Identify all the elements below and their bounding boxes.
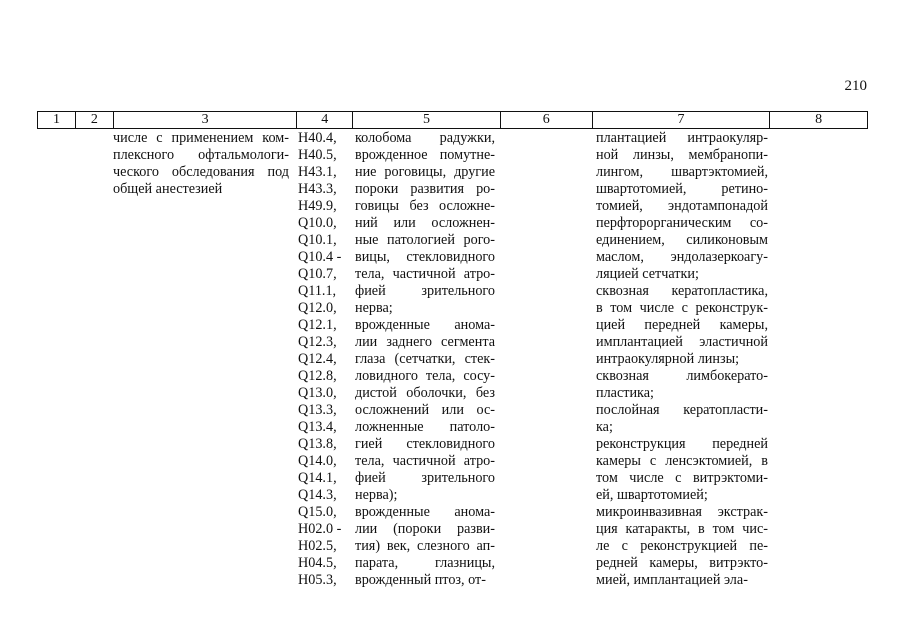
header-col-2: 2 <box>76 112 114 128</box>
icd-code: H02.0 - <box>298 521 342 537</box>
col5-line: пороки развития ро- <box>355 181 495 197</box>
col7-line: реконструкция передней <box>596 436 768 452</box>
col7-line: плантацией интраокуляр- <box>596 130 768 146</box>
col7-line: редней камеры, витрэкто- <box>596 555 768 571</box>
col7-line: послойная кератопласти- <box>596 402 768 418</box>
col7-line: единением, силиконовым <box>596 232 768 248</box>
icd-code: Q10.7, <box>298 266 337 282</box>
col7-line: ей, швартотомией; <box>596 487 708 503</box>
col5-line: врожденные анома- <box>355 317 495 333</box>
icd-code: Q13.3, <box>298 402 337 418</box>
col5-line: лии заднего сегмента <box>355 334 495 350</box>
header-col-3: 3 <box>114 112 298 128</box>
icd-code: H40.4, <box>298 130 337 146</box>
col5-line: тела, частичной атро- <box>355 266 495 282</box>
header-col-5: 5 <box>353 112 501 128</box>
icd-code: H43.3, <box>298 181 337 197</box>
col5-line: врожденные анома- <box>355 504 495 520</box>
icd-code: Q12.4, <box>298 351 337 367</box>
col5-line: тия) век, слезного ап- <box>355 538 495 554</box>
col7-line: ле с реконструкцией пе- <box>596 538 768 554</box>
icd-code: Q10.1, <box>298 232 337 248</box>
col7-line: том числе с витрэктоми- <box>596 470 768 486</box>
icd-code: Q13.4, <box>298 419 337 435</box>
icd-code: Q13.0, <box>298 385 337 401</box>
col5-line: говицы без осложне- <box>355 198 495 214</box>
col7-line: швартотомией, ретино- <box>596 181 768 197</box>
col5-diagnosis-text <box>355 130 495 589</box>
col7-line: в том числе с реконструк- <box>596 300 768 316</box>
col4-codes <box>298 130 350 589</box>
col5-line: нерва; <box>355 300 393 316</box>
col5-line: вицы, стекловидного <box>355 249 495 265</box>
col5-line: ложненные патоло- <box>355 419 495 435</box>
col7-line: ция катаракты, в том чис- <box>596 521 768 537</box>
header-col-6: 6 <box>501 112 593 128</box>
col5-line: лии (пороки разви- <box>355 521 495 537</box>
col3-line: плексного офтальмологи- <box>113 147 289 163</box>
icd-code: H04.5, <box>298 555 337 571</box>
col5-line: ний или осложнен- <box>355 215 495 231</box>
col5-line: ные патологией рого- <box>355 232 495 248</box>
col3-line: числе с применением ком- <box>113 130 289 146</box>
col3-line: ческого обследования под <box>113 164 289 180</box>
icd-code: H43.1, <box>298 164 337 180</box>
col5-line: фией зрительного <box>355 470 495 486</box>
header-col-1: 1 <box>38 112 76 128</box>
col7-line: пластика; <box>596 385 654 401</box>
col5-line: фией зрительного <box>355 283 495 299</box>
icd-code: Q11.1, <box>298 283 337 299</box>
col7-line: маслом, эндолазеркоагу- <box>596 249 768 265</box>
col5-line: гией стекловидного <box>355 436 495 452</box>
icd-code: Q13.8, <box>298 436 337 452</box>
col3-line: общей анестезией <box>113 181 223 197</box>
col5-line: парата, глазницы, <box>355 555 495 571</box>
col7-line: сквозная кератопластика, <box>596 283 768 299</box>
col5-line: ние роговицы, другие <box>355 164 495 180</box>
col7-line: имплантацией эластичной <box>596 334 768 350</box>
header-col-4: 4 <box>297 112 353 128</box>
col5-line: ловидного тела, сосу- <box>355 368 495 384</box>
icd-code: Q14.3, <box>298 487 337 503</box>
icd-code: Q14.0, <box>298 453 337 469</box>
header-col-7: 7 <box>593 112 771 128</box>
icd-code: Q10.0, <box>298 215 337 231</box>
col7-line: цией передней камеры, <box>596 317 768 333</box>
col7-treatment-text <box>596 130 768 589</box>
col5-line: осложнений или ос- <box>355 402 495 418</box>
col7-line: томией, эндотампонадой <box>596 198 768 214</box>
table-header-row <box>37 111 868 129</box>
icd-code: H05.3, <box>298 572 337 588</box>
icd-code: Q12.1, <box>298 317 337 333</box>
icd-code: H02.5, <box>298 538 337 554</box>
icd-code: Q12.0, <box>298 300 337 316</box>
icd-code: Q15.0, <box>298 504 337 520</box>
col5-line: врожденный птоз, от- <box>355 572 486 588</box>
icd-code: Q10.4 - <box>298 249 342 265</box>
header-col-8: 8 <box>815 112 823 127</box>
icd-code: Q12.8, <box>298 368 337 384</box>
col7-line: микроинвазивная экстрак- <box>596 504 768 520</box>
col7-line: интраокулярной линзы; <box>596 351 740 367</box>
col5-line: нерва); <box>355 487 398 503</box>
col7-line: лингом, швартэктомией, <box>596 164 768 180</box>
icd-code: H49.9, <box>298 198 337 214</box>
col7-line: ной линзы, мембранопи- <box>596 147 768 163</box>
col7-line: ляцией сетчатки; <box>596 266 699 282</box>
col5-line: тела, частичной атро- <box>355 453 495 469</box>
icd-code: Q12.3, <box>298 334 337 350</box>
col5-line: колобома радужки, <box>355 130 495 146</box>
page-number: 210 <box>844 78 867 94</box>
col7-line: мией, имплантацией эла- <box>596 572 748 588</box>
col7-line: ка; <box>596 419 613 435</box>
col5-line: дистой оболочки, без <box>355 385 495 401</box>
col7-line: сквозная лимбокерато- <box>596 368 768 384</box>
col3-text-block <box>113 130 289 198</box>
col7-line: перфторорганическим со- <box>596 215 768 231</box>
col7-line: камеры с ленсэктомией, в <box>596 453 768 469</box>
col5-line: врожденное помутне- <box>355 147 495 163</box>
icd-code: Q14.1, <box>298 470 337 486</box>
col5-line: глаза (сетчатки, стек- <box>355 351 495 367</box>
icd-code: H40.5, <box>298 147 337 163</box>
